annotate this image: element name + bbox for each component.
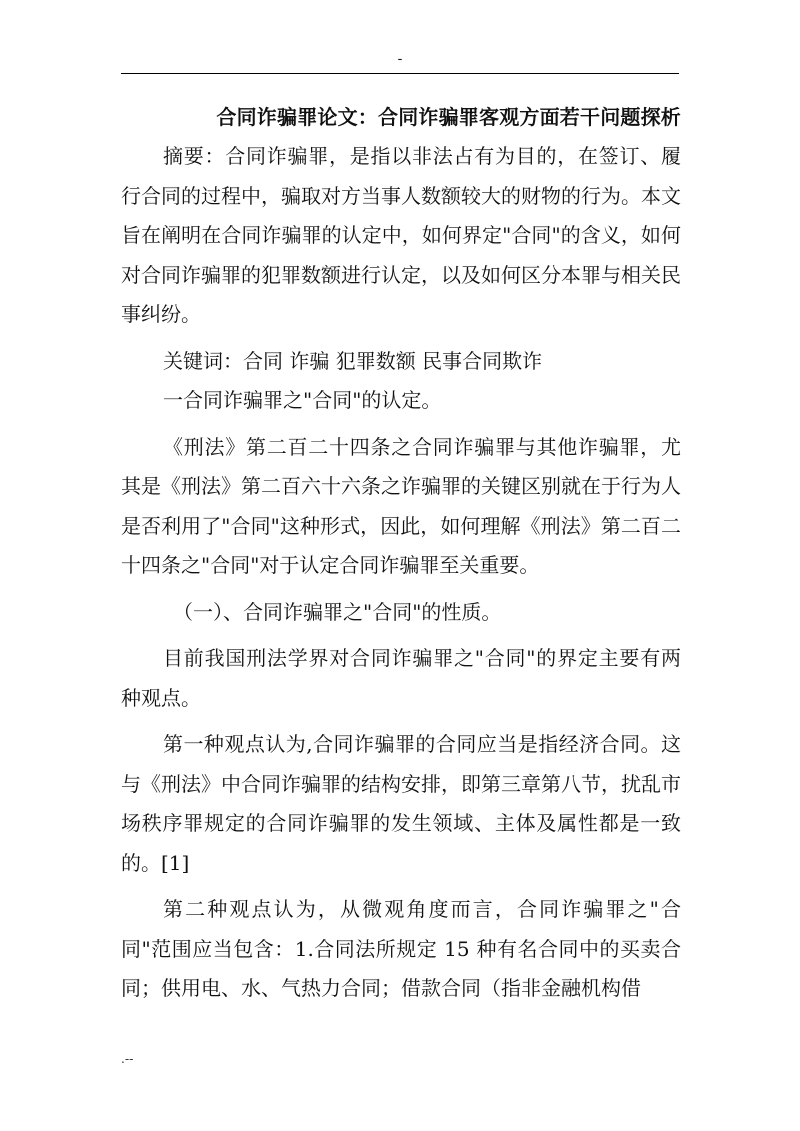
document-body [121,97,681,1009]
page-header-mark: - [397,51,403,67]
body-paragraph-2: 目前我国刑法学界对合同诈骗罪之"合同"的界定主要有两种观点。 [121,646,681,710]
body-paragraph-3: 第一种观点认为,合同诈骗罪的合同应当是指经济合同。这与《刑法》中合同诈骗罪的结构安排，即第三章第八节，扰乱市场秩序罪规定的合同诈骗罪的发生领域、主体及属性都是一致的。[1] [121,732,681,875]
keywords-line: 关键词：合同 诈骗 犯罪数额 民事合同欺诈 [163,348,543,373]
document-title: 合同诈骗罪论文：合同诈骗罪客观方面若干问题探析 [216,105,681,129]
body-paragraph-4: 第二种观点认为，从微观角度而言，合同诈骗罪之"合同"范围应当包含：1.合同法所规定 15 种有名合同中的买卖合同；供用电、水、气热力合同；借款合同（指非金融机构借 [121,897,681,1000]
body-paragraph-1: 《刑法》第二百二十四条之合同诈骗罪与其他诈骗罪，尤其是《刑法》第二百六十六条之诈骗罪的关键区别就在于行为人是否利用了"合同"这种形式，因此，如何理解《刑法》第二百二十四条之"合同"对于认定合同诈骗罪至关重要。 [121,434,681,577]
page-footer-mark: .-- [121,1052,134,1066]
subsection-heading-1: （一）、合同诈骗罪之"合同"的性质。 [173,599,502,624]
abstract-paragraph: 摘要：合同诈骗罪，是指以非法占有为目的，在签订、履行合同的过程中，骗取对方当事人数额较大的财物的行为。本文旨在阐明在合同诈骗罪的认定中，如何界定"合同"的含义，如何对合同诈骗罪的犯罪数额进行认定，以及如何区分本罪与相关民事纠纷。 [121,144,681,326]
section-heading-1: 一合同诈骗罪之"合同"的认定。 [163,388,442,412]
header-rule [121,73,679,74]
